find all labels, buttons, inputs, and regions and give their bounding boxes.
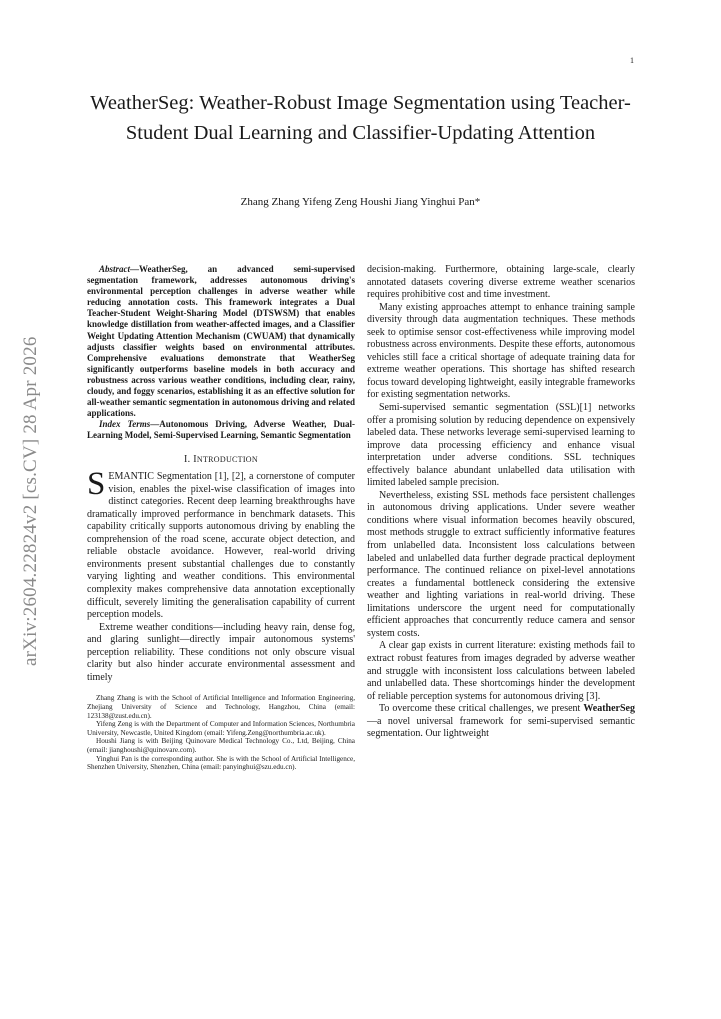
abstract-text: —WeatherSeg, an advanced semi-supervised segmentation framework, addresses autonomous driving's environmental perception challenges in adverse weather while reducing annotation costs. This framework integrates a Dual Teacher-Student Weight-Sharing Model (DTSWSM) that enables knowledge distillation from weather-affected images, and a Classifier Weight Updating Attention Mechanism (CWUAM) that dynamically adjusts classifier weights based on environmental attributes. Comprehensive evaluations demonstrate that WeatherSeg significantly outperforms baseline models in both accuracy and robustness across various weather conditions, including clear, rainy, cloudy, and foggy scenarios, establishing it as an effective solution for all-weather semantic segmentation in autonomous driving and related applications. [87,264,355,419]
index-terms-text: —Autonomous Driving, Adverse Weather, Dual-Learning Model, Semi-Supervised Learning, Semantic Segmentation [87,419,355,441]
p5-start: To overcome these critical challenges, we present [379,703,584,715]
right-paragraph-0: decision-making. Furthermore, obtaining large-scale, clearly annotated datasets covering diverse extreme weather scenarios requires prohibitive cost and time investment. [367,264,635,301]
framework-name: WeatherSeg [583,703,635,715]
left-column [87,264,355,772]
drop-cap: S [87,466,106,503]
section-number: I. [184,453,194,465]
p5-end: —a novel universal framework for semi-supervised semantic segmentation. Our lightweight [367,715,635,740]
abstract-label: Abstract [99,264,131,274]
index-terms-label: Index Terms [99,419,151,430]
footnote-4: Yinghui Pan is the corresponding author. She is with the School of Artificial Intelligence, Shenzhen University, Shenzhen, China (email: panyinghui@szu.edu.cn). [87,754,355,772]
right-column [367,264,635,741]
index-terms [87,419,355,441]
intro-paragraph-2: Extreme weather conditions—including heavy rain, dense fog, and glaring sunlight—directly impair autonomous systems' perception reliability. These conditions not only obscure visual clarity but also hinder accurate environmental assessment and timely [87,621,355,683]
footnote-2: Yifeng Zeng is with the Department of Computer and Information Sciences, Northumbria University, Newcastle, United Kingdom (email: Yifeng.Zeng@northumbria.ac.uk). [87,720,355,737]
right-paragraph-5 [367,703,635,741]
section-initial: I [193,453,197,465]
section-rest: NTRODUCTION [196,454,258,464]
page-number: 1 [630,56,634,65]
abstract [87,264,355,419]
author-list: Zhang Zhang Yifeng Zeng Houshi Jiang Yinghui Pan* [240,196,481,208]
footnote-1: Zhang Zhang is with the School of Artificial Intelligence and Information Engineering, Zhejiang University of Science and Technology, Hangzhou, China (email: 123138@zust.edu.cn). [87,694,355,720]
paper-title: WeatherSeg: Weather-Robust Image Segmentation using Teacher-Student Dual Learning and Classifier-Updating Attention [90,92,631,144]
right-paragraph-2: Semi-supervised semantic segmentation (SSL)[1] networks offer a promising solution by reducing dependence on expensively labeled data. These networks leverage semi-supervised learning to improve data processing efficiency and enhance visual interpretation under adverse conditions. SSL techniques effectively balance abundant unlabelled data utilisation with limited labeled sample precision. [367,402,635,489]
right-paragraph-4: A clear gap exists in current literature: existing methods fail to extract robust features from images degraded by adverse weather and struggle with inconsistent loss calculations between labeled and unlabelled data. These shortcomings hinder the development of reliable perception systems for autonomous driving [3]. [367,640,635,702]
section-heading [87,454,355,467]
intro-text-1: EMANTIC Segmentation [1], [2], a cornerstone of computer vision, enables the pixel-wise classification of images into distinct categories. Recent deep learning breakthroughs have dramatically improved performance in benchmark datasets. This capability critically supports autonomous driving by enabling the comprehension of the road scene, accurate object detection, and reliable obstacle avoidance. However, real-world driving environments present substantial challenges due to constantly varying lighting and weather conditions. This environmental complexity makes comprehensive data annotation exceptionally difficult, severely limiting the generalisation capability of current perception models. [87,471,355,621]
arxiv-stamp: arXiv:2604.22824v2 [cs.CV] 28 Apr 2026 [20,336,41,666]
right-paragraph-3: Nevertheless, existing SSL methods face persistent challenges in autonomous driving applications. Under severe weather conditions where visual information becomes heavily obscured, most methods struggle to extract sufficiently informative features from unlabelled data. Inconsistent loss calculations between labeled and unlabelled data further degrade practical deployment performance. The continued reliance on pixel-level annotations creates a fundamental bottleneck considering the extensive weather and lighting variations in real-world driving. These limitations underscore the urgent need for computationally efficient approaches that concurrently reduce camera and sensor system costs. [367,489,635,639]
footnote-3: Houshi Jiang is with Beijing Quinovare Medical Technology Co., Ltd, Beijing, China (email: jianghoushi@quinovare.com). [87,737,355,754]
intro-paragraph-1 [87,466,355,622]
footnotes [87,694,355,771]
right-paragraph-1: Many existing approaches attempt to enhance training sample diversity through data augmentation techniques. These methods seek to optimise sensor cost-effectiveness while improving model robustness across environments. Despite these efforts, autonomous vehicles still face a critical shortage of adequate training data for extreme weather operations. This shortage has shifted research focus toward developing lightweight, easily integrable frameworks for existing segmentation networks. [367,301,635,401]
